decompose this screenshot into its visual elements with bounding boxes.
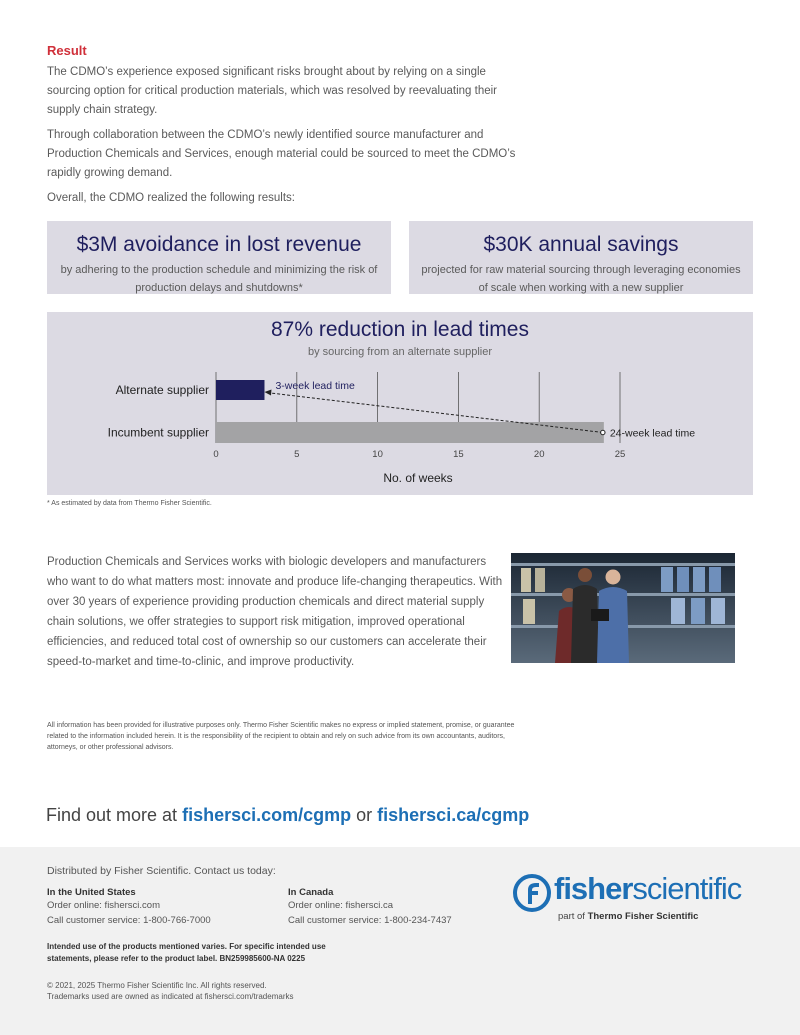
about-paragraph: Production Chemicals and Services works with biologic developers and manufacturers who want to do what matters most: innovate and produce life-changing therapeutics. With over 30 years of experience providing production chemicals and direct material supply chain solutions, we offer strategies to support risk mitigation, improved operational efficiencies, and reduced total cost of ownership so our customers can accelerate their speed-to-market and time-to-clinic, and improve productivity. [47, 556, 503, 668]
ca-title: In Canada [288, 887, 334, 898]
ca-call[interactable]: Call customer service: 1-800-234-7437 [288, 915, 452, 926]
category-label: Incumbent supplier [107, 425, 209, 440]
logo-word-fisher: fisher [554, 871, 633, 906]
team-photo [511, 553, 735, 663]
intended-use: Intended use of the products mentioned varies. For specific intended use statements, please refer to the product label. BN259985600-NA 0225 [47, 942, 326, 963]
arrow-head [264, 390, 271, 396]
fisher-scientific-logo [512, 869, 762, 929]
logo-word-scientific: scientific [632, 871, 742, 906]
chart-plot [47, 312, 753, 495]
logo-brand: Thermo Fisher Scientific [587, 911, 699, 922]
arrow-origin-dot [601, 430, 605, 434]
stat-box-revenue [47, 221, 391, 294]
result-heading: Result [47, 43, 87, 58]
lead-time-chart [47, 312, 753, 495]
x-tick-label: 10 [372, 449, 383, 460]
stat-title: $30K annual savings [483, 233, 679, 256]
bar-alternate-supplier [216, 380, 264, 400]
disclaimer: All information has been provided for illustrative purposes only. Thermo Fisher Scientific makes no express or implied statement, promise, or guarantee related to the information included herein. It is the responsibility of the recipient to obtain and rely on such advice from its own accountants, auditors, attorneys, or other professional advisors. [47, 722, 515, 751]
ca-contact [288, 887, 452, 928]
data-label-incumbent: 24-week lead time [609, 427, 696, 440]
stat-title: $3M avoidance in lost revenue [76, 233, 362, 256]
fishersci-ca-link[interactable]: fishersci.ca/cgmp [377, 805, 530, 825]
logo-tagline [558, 911, 698, 922]
data-label-alternate: 3-week lead time [275, 380, 355, 392]
result-paragraph-1: The CDMO’s experience exposed significant risks brought about by relying on a single sourcing option for critical production materials, which was resolved by reevaluating their supply chain strategy. [47, 66, 497, 116]
us-title: In the United States [47, 887, 136, 898]
fishersci-com-link[interactable]: fishersci.com/cgmp [182, 805, 352, 825]
footer [0, 847, 800, 1035]
cta-middle: or [351, 805, 378, 825]
us-call[interactable]: Call customer service: 1-800-766-7000 [47, 915, 211, 926]
x-tick-label: 0 [213, 449, 219, 460]
stat-subtitle: projected for raw material sourcing through leveraging economies of scale when working with a new supplier [421, 264, 741, 294]
chart-subtitle: by sourcing from an alternate supplier [307, 346, 493, 358]
result-paragraph-2: Through collaboration between the CDMO’s newly identified source manufacturer and Production Chemicals and Services, enough material could be sourced to meet the CDMO’s rapidly growing demand. [47, 129, 516, 179]
ca-order[interactable]: Order online: fishersci.ca [288, 900, 394, 911]
chart-title: 87% reduction in lead times [271, 318, 529, 341]
footnote: * As estimated by data from Thermo Fisher Scientific. [47, 500, 212, 507]
x-tick-label: 5 [294, 449, 300, 460]
fisher-f-icon [512, 873, 552, 913]
find-out-more [46, 805, 529, 826]
cta-prefix: Find out more at [46, 805, 183, 825]
result-paragraph-3: Overall, the CDMO realized the following results: [47, 192, 295, 204]
copyright: © 2021, 2025 Thermo Fisher Scientific Inc. All rights reserved. [47, 981, 267, 990]
x-tick-label: 25 [614, 449, 626, 460]
us-contact [47, 887, 211, 928]
copyright-block [47, 980, 293, 1002]
x-axis-label: No. of weeks [383, 471, 453, 485]
bar-incumbent-supplier [216, 422, 604, 443]
x-tick-label: 15 [453, 449, 464, 460]
logo-wordmark [554, 869, 741, 909]
stat-box-savings [409, 221, 753, 294]
trademarks: Trademarks used are owned as indicated at fishersci.com/trademarks [47, 992, 294, 1001]
category-label: Alternate supplier [115, 383, 209, 397]
us-order[interactable]: Order online: fishersci.com [47, 900, 160, 911]
logo-part-of: part of [558, 911, 588, 922]
stat-subtitle: by adhering to the production schedule and minimizing the risk of production delays and shutdowns* [60, 264, 378, 294]
x-tick-label: 20 [533, 449, 545, 460]
distributed-by: Distributed by Fisher Scientific. Contact us today: [47, 865, 276, 877]
